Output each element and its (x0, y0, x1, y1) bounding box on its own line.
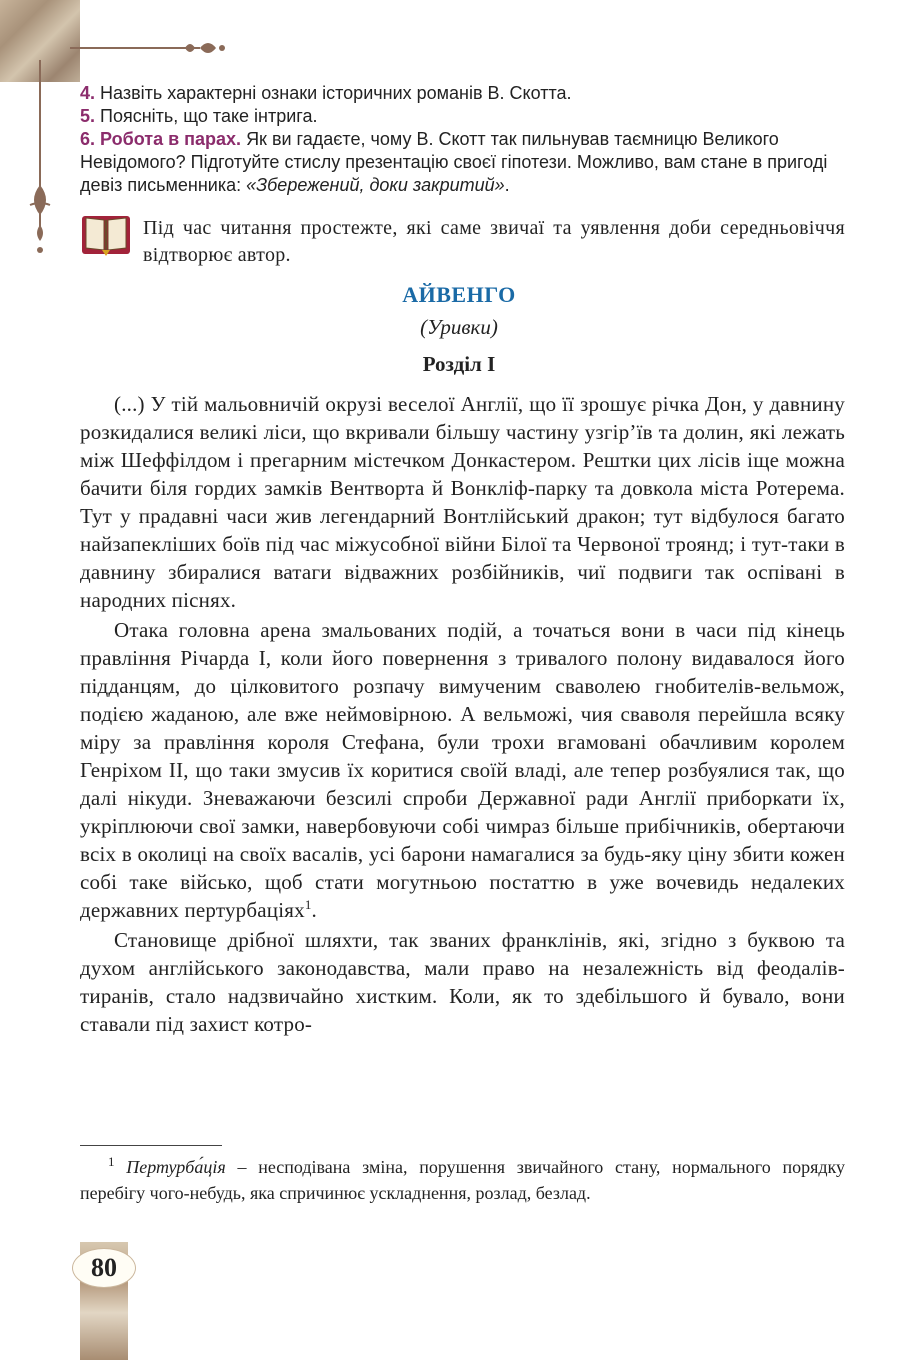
question-4: 4. Назвіть характерні ознаки історичних романів В. Скотта. (80, 83, 572, 103)
work-title: АЙВЕНГО (402, 282, 516, 307)
book-icon (80, 210, 132, 258)
footnote: $^1$ Пертурба́ція – несподівана зміна, порушення звичайного стану, нормального порядку перебігу чого-небудь, яка спричинює ускладнення, розлад, безлад. (80, 1154, 846, 1203)
questions-list (80, 82, 850, 197)
paragraph: Становище дрібної шляхти, так званих франклінів, які, згідно з буквою та духом англійського законодавства, мали право на незалежність від феодалів-тиранів, стало надзвичайно хистким. Коли, як то здебільшого й бувало, вони ставали під захист котро- (80, 928, 845, 1036)
footnote-divider (80, 1145, 222, 1146)
question-6: 6. Робота в парах. Як ви гадаєте, чому В. Скотт так пильнував таємницю Великого Невідомого? Підготуйте стислу презентацію своєї гіпотези. Можливо, вам стане в пригоді девіз письменника: «Збережений, доки закритий». (80, 129, 828, 195)
chapter-heading: Розділ І (422, 352, 496, 376)
footnote-ref[interactable]: 1 (304, 897, 312, 912)
main-text (80, 390, 845, 1038)
paragraph: (...) У тій мальовничій окрузі веселої Англії, що її зрошує річка Дон, у давнину розкидалися великі ліси, що вкривали більшу частину узгір’їв та долин, які лежать між Шеффілдом і прегарним містечком Донкастером. Рештки цих лісів іще можна бачити біля гордих замків Вентворта й Вонкліф-парку та довкола міста Ротерема. Тут у прадавні часи жив легендарний Вонтлійський дракон; тут відбулося багато найзапекліших боїв під час міжусобної війни Білої та Червоної троянд; і тут-таки в давнину збиралися ватаги відважних розбійників, чиї подвиги так оспівані в народних піснях. (80, 392, 845, 612)
paragraph: Отака головна арена змальованих подій, а точаться вони в часи під кінець правління Річарда І, коли його повернення з тривалого полону видавалося його підданцям, до цілковитого розпачу вимученим сваволею гнобителів-вельмож, подією жаданою, але вже неймовірною. А вельможі, чия сваволя перейшла всяку міру за правління короля Стефана, були трохи вгамовані обачливим королем Генріхом ІІ, що таки змусив їх коритися своїй владі, але тепер розбуялися так, що далі нікуди. Зневажаючи безсилі спроби Державної ради Англії приборкати їх, укріплюючи свої замки, навербовуючи собі чимраз більше прибічників, обертаючи всіх в околиці на своїх васалів, усі барони намагалися за будь-яку ціну збити кожен собі таке військо, щоб стати могутньою постаттю в уже вочевидь недалеких державних пертурбаціях$^1$. (80, 618, 845, 922)
question-5: 5. Поясніть, що таке інтрига. (80, 106, 318, 126)
page-number: 80 (72, 1248, 136, 1288)
work-subtitle: (Уривки) (420, 315, 498, 339)
reading-task: Під час читання простежте, які саме звичаї та уявлення доби середньовіччя відтворює автор. (143, 217, 845, 266)
